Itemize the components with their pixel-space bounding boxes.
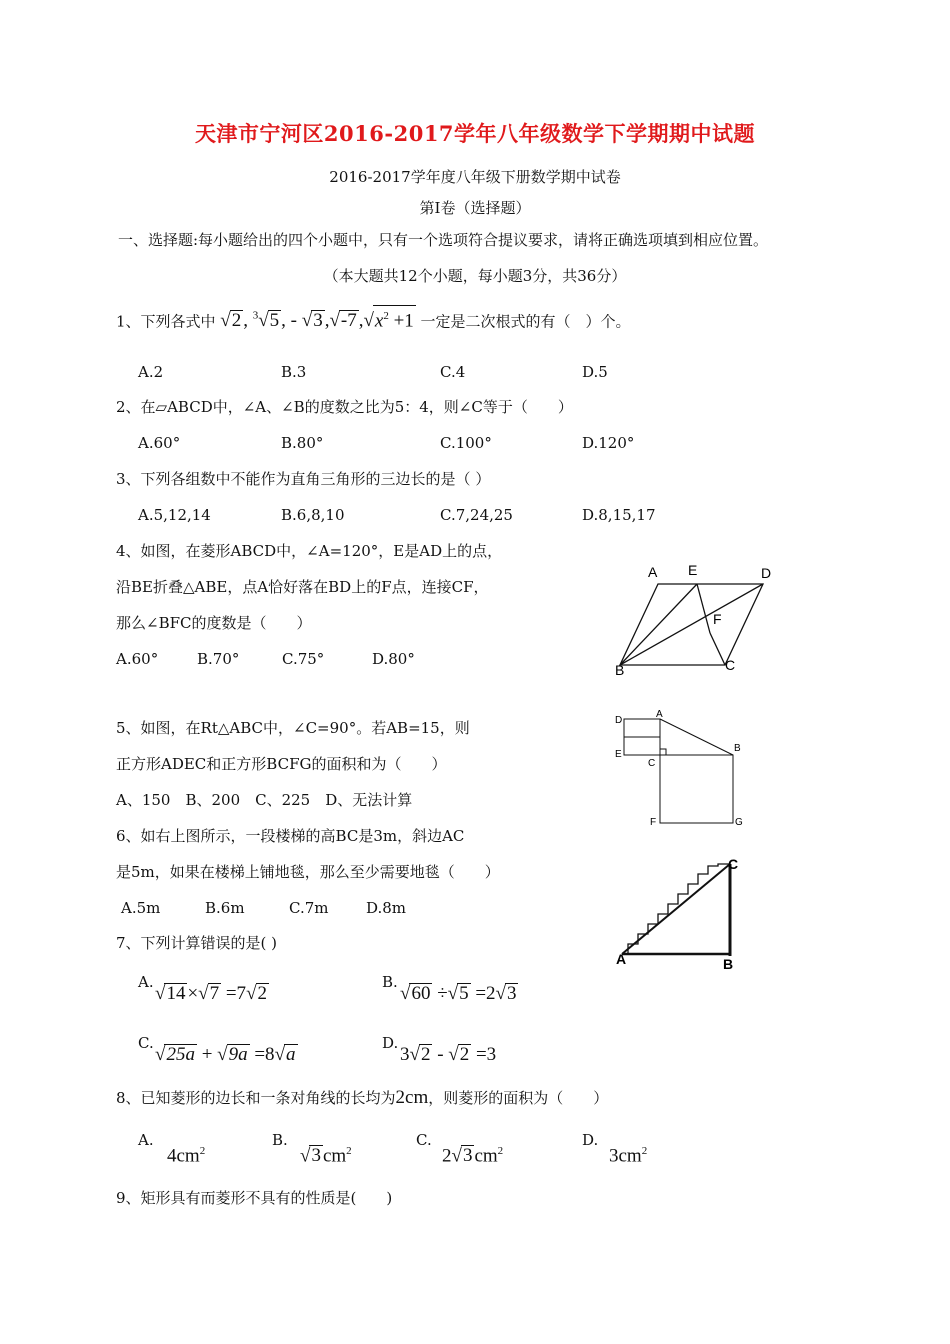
question-8-stem: 8、已知菱形的边长和一条对角线的长均为2cm，则菱形的面积为（ ） [116,1087,609,1108]
q8-option-c-label: C. [416,1131,432,1149]
q1-stem-after: 一定是二次根式的有（ ）个。 [420,312,631,331]
question-1-stem [116,305,631,331]
q3-option-b: B.6,8,10 [281,506,345,524]
question-4-line-2: 沿BE折叠△ABE，点A恰好落在BD上的F点，连接CF， [116,578,489,596]
q8-option-c-value: 2√3 $cm^2$ [442,1145,504,1167]
q1-option-c: C.4 [440,363,466,381]
q2-option-a: A.60° [138,434,181,452]
q5-options: A、150 B、200 C、225 D、无法计算 [116,791,413,809]
q6-option-a: A.5m [121,899,161,917]
q7-option-d-expression: 3√2 - √2 =3 [400,1044,497,1065]
question-5-line-1: 5、如图，在Rt△ABC中，∠C=90°。若AB=15，则 [116,719,470,737]
q7-option-c-expression: √25a + √9a =8√a [155,1044,296,1065]
label-b: B [615,662,625,678]
q3-option-a: A.5,12,14 [138,506,211,524]
q7-option-b-expression: √60 ÷√5 =2√3 [400,983,517,1004]
q1-option-d: D.5 [582,363,608,381]
label-a: A [656,709,663,720]
q6-option-b: B.6m [205,899,245,917]
label-a: A [616,951,627,967]
q8-option-a-label: A. [138,1131,154,1149]
question-7-stem: 7、下列计算错误的是( ) [116,934,278,952]
label-d: D [761,565,772,581]
q3-option-c: C.7,24,25 [440,506,513,524]
q8-option-d-value: $3cm^2$ [609,1145,648,1167]
question-9-stem: 9、矩形具有而菱形不具有的性质是( ) [116,1189,393,1207]
q4-option-c: C.75° [282,650,325,668]
q3-option-d: D.8,15,17 [582,506,656,524]
question-6-line-2: 是5m，如果在楼梯上铺地毯，那么至少需要地毯（ ） [116,863,500,881]
q7-option-a-expression: √14 ×√7 =7√2 [155,983,267,1004]
q2-option-b: B.80° [281,434,324,452]
label-d: D [615,715,623,726]
label-a: A [648,564,658,580]
label-c: C [728,856,739,872]
q8-option-d-label: D. [582,1131,599,1149]
q8-option-b-value: √3 $cm^2$ [300,1145,352,1167]
question-6-line-1: 6、如右上图所示，一段楼梯的高BC是3m，斜边AC [116,827,465,845]
q8-value: 2cm [395,1087,429,1108]
document-title: 天津市宁河区2016-2017学年八年级数学下学期期中试题 [194,121,756,146]
section-heading: 一、选择题:每小题给出的四个小题中，只有一个选项符合提议要求，请将正确选项填到相应位置。 [118,231,769,249]
stairs-figure [610,852,750,972]
label-b: B [723,956,734,972]
q4-option-a: A.60° [116,650,159,668]
q2-option-c: C.100° [440,434,492,452]
label-e: E [615,749,622,760]
q7-option-c-label: C. [138,1034,154,1052]
q6-option-c: C.7m [289,899,329,917]
q1-option-b: B.3 [281,363,307,381]
label-g: G [735,817,743,828]
label-e: E [688,562,698,578]
volume-heading: 第Ⅰ卷（选择题） [419,199,531,217]
q7-option-a-label: A. [138,973,154,991]
label-b: B [734,743,741,754]
q4-option-b: B.70° [197,650,240,668]
q8-option-b-label: B. [272,1131,288,1149]
q8-option-a-value: $4cm^2$ [167,1145,206,1167]
q1-radicals: √2 , $^3$√5 , - √3 ,√-7 $,√x^2 +1$ [216,310,421,331]
q1-option-a: A.2 [138,363,164,381]
label-f: F [713,611,722,627]
rhombus-figure [610,560,790,680]
question-4-line-3: 那么∠BFC的度数是（ ） [116,614,312,632]
q7-option-b-label: B. [382,973,398,991]
q7-option-d-label: D. [382,1034,399,1052]
label-c: C [648,758,656,769]
q4-option-d: D.80° [372,650,415,668]
label-f: F [650,817,657,828]
q6-option-d: D.8m [366,899,407,917]
q1-stem-before: 1、下列各式中 [116,312,216,331]
question-5-line-2: 正方形ADEC和正方形BCFG的面积和为（ ） [116,755,447,773]
question-3-stem: 3、下列各组数中不能作为直角三角形的三边长的是（ ） [116,470,491,488]
q2-option-d: D.120° [582,434,635,452]
label-c: C [725,657,736,673]
exam-subtitle: 2016-2017学年度八年级下册数学期中试卷 [329,168,621,186]
question-2-stem: 2、在▱ABCD中，∠A、∠B的度数之比为5：4，则∠C等于（ ） [116,398,573,416]
section-note: （本大题共12个小题，每小题3分，共36分） [323,267,627,285]
squares-figure [610,705,750,830]
question-4-line-1: 4、如图，在菱形ABCD中，∠A=120°，E是AD上的点， [116,542,503,560]
